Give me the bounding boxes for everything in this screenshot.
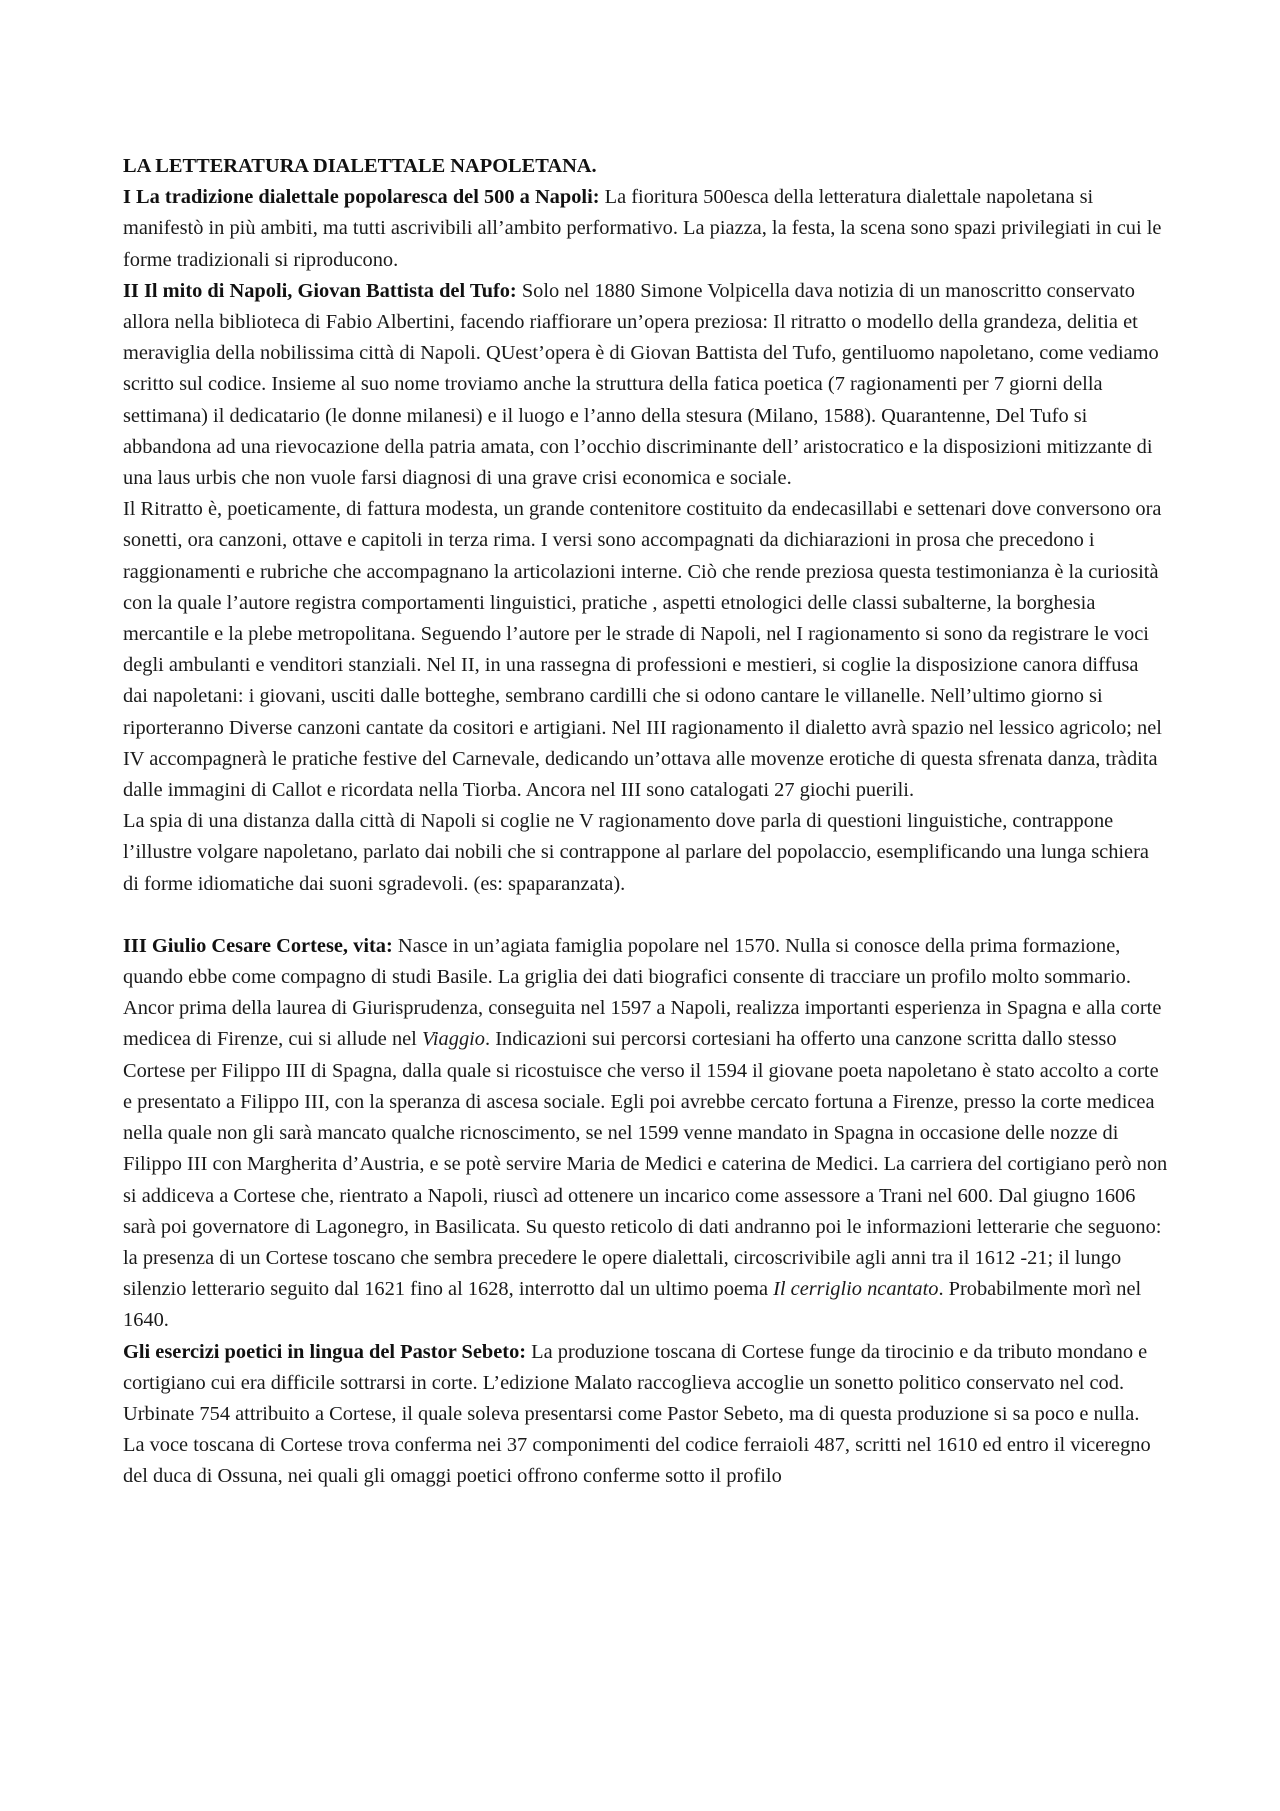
paragraph-final: La voce toscana di Cortese trova conferma nei 37 componimenti del codice ferraioli 487, scritti nel 1610 ed entro il viceregno del duca di Ossuna, nei quali gli omaggi poetici offrono conferme sotto il profilo <box>123 1434 1151 1488</box>
paragraph-section-4: Gli esercizi poetici in lingua del Pastor Sebeto: La produzione toscana di Cortese funge da tirocinio e da tributo mondano e cortigiano cui era difficile sottrarsi in corte. L’edizione Malato raccoglieva accoglie un sonetto politico conservato nel cod. Urbinate 754 attribuito a Cortese, il quale soleva presentarsi come Pastor Sebeto, ma di questa produzione si sa poco e nulla. <box>123 1340 1148 1425</box>
paragraph-section-3: III Giulio Cesare Cortese, vita: Nasce in un’agiata famiglia popolare nel 1570. Nulla si conosce della prima formazione, quando ebbe come compagno di studi Basile. La griglia dei dati biografici consente di tracciare un profilo molto sommario. Ancor prima della laurea di Giurisprudenza, conseguita nel 1597 a Napoli, realizza importanti esperienza in Spagna e alla corte medicea di Firenze, cui si allude nel Viaggio. Indicazioni sui percorsi cortesiani ha offerto una canzone scritta dallo stesso Cortese per Filippo III di Spagna, dalla quale si ricostuisce che verso il 1594 il giovane poeta napoletano è stato accolto a corte e presentato a Filippo III, con la speranza di ascesa sociale. Egli poi avrebbe cercato fortuna a Firenze, presso la corte medicea nella quale non gli sarà mancato qualche ricnoscimento, se nel 1599 venne mandato in Spagna in occasione delle nozze di Filippo III con Margherita d’Austria, e se potè servire Maria de Medici e caterina de Medici. La carriera del cortigiano però non si addiceva a Cortese che, rientrato a Napoli, riuscì ad ottenere un incarico come assessore a Trani nel 600. Dal giugno 1606 sarà poi governatore di Lagonegro, in Basilicata. Su questo reticolo di dati andranno poi le informazioni letterarie che seguono: la presenza di un Cortese toscano che sembra precedere le opere dialettali, circoscrivibile agli anni tra il 1612 -21; il lungo silenzio letterario seguito dal 1621 fino al 1628, interrotto dal un ultimo poema Il cerriglio ncantato. Probabilmente morì nel 1640. <box>123 934 1168 1332</box>
document-title: LA LETTERATURA DIALETTALE NAPOLETANA. <box>123 155 597 177</box>
paragraph-section-1 <box>123 182 1168 276</box>
document-body <box>123 151 1168 1493</box>
section-2-text: Solo nel 1880 Simone Volpicella dava notizia di un manoscritto conservato allora nella biblioteca di Fabio Albertini, facendo riaffiorare un’opera preziosa: Il ritratto o modello della grandeza, delitia et meraviglia della nobilissima città di Napoli. QUest’opera è di Giovan Battista del Tufo, gentiluomo napoletano, come vediamo scritto sul codice. Insieme al suo nome troviamo anche la struttura della fatica poetica (7 ragionamenti per 7 giorni della settimana) il dedicatario (le donne milanesi) e il luogo e l’anno della stesura (Milano, 1588). Quarantenne, Del Tufo si abbandona ad una rievocazione della patria amata, con l’occhio discriminante dell’ aristocratico e la disposizioni mitizzante di una laus urbis che non vuole farsi diagnosi di una grave crisi economica e sociale. <box>123 279 1159 490</box>
italic-title-cerriglio: Il cerriglio ncantato <box>773 1278 939 1301</box>
paragraph-ritratto: Il Ritratto è, poeticamente, di fattura modesta, un grande contenitore costituito da endecasillabi e settenari dove conversono ora sonetti, ora canzoni, ottave e capitoli in terza rima. I versi sono accompagnati da dichiarazioni in prosa che precedono i raggionamenti e rubriche che accompagnano la articolazioni interne. Ciò che rende preziosa questa testimonianza è la curiosità con la quale l’autore registra comportamenti linguistici, pratiche , aspetti etnologici delle classi subalterne, la borghesia mercantile e la plebe metropolitana. Seguendo l’autore per le strade di Napoli, nel I ragionamento si sono da registrare le voci degli ambulanti e venditori stanziali. Nel II, in una rassegna di professioni e mestieri, si coglie la disposizione canora diffusa dai napoletani: i giovani, usciti dalle botteghe, sembrano cardilli che si odono cantare le villanelle. Nell’ultimo giorno si riporteranno Diverse canzoni cantate da cositori e artigiani. Nel III ragionamento il dialetto avrà spazio nel lessico agricolo; nel IV accompagnerà le pratiche festive del Carnevale, dedicando un’ottava alle movenze erotiche di questa sfrenata danza, tràdita dalle immagini di Callot e ricordata nella Tiorba. Ancora nel III sono catalogati 27 giochi puerili. <box>123 498 1162 802</box>
paragraph-spia: La spia di una distanza dalla città di Napoli si coglie ne V ragionamento dove parla di questioni linguistiche, contrappone l’illustre volgare napoletano, parlato dai nobili che si contrappone al parlare del popolaccio, esemplificando una lunga schiera di forme idiomatiche dai suoni sgradevoli. (es: spaparanzata). <box>123 810 1149 895</box>
paragraph-gap <box>123 900 1168 931</box>
section-4-heading: Gli esercizi poetici in lingua del Pastor Sebeto: <box>123 1340 527 1363</box>
section-2-heading: II Il mito di Napoli, Giovan Battista del Tufo: <box>123 279 517 302</box>
paragraph-section-2 <box>123 276 1168 494</box>
section-1-text: La fioritura 500esca della letteratura dialettale napoletana si manifestò in più ambiti, ma tutti ascrivibili all’ambito performativo. La piazza, la festa, la scena sono spazi privilegiati in cui le forme tradizionali si riproducono. <box>123 186 1162 271</box>
section-1-heading: I La tradizione dialettale popolaresca del 500 a Napoli: <box>123 186 600 209</box>
section-3-heading: III Giulio Cesare Cortese, vita: <box>123 934 393 957</box>
italic-title-viaggio: Viaggio <box>421 1028 486 1051</box>
